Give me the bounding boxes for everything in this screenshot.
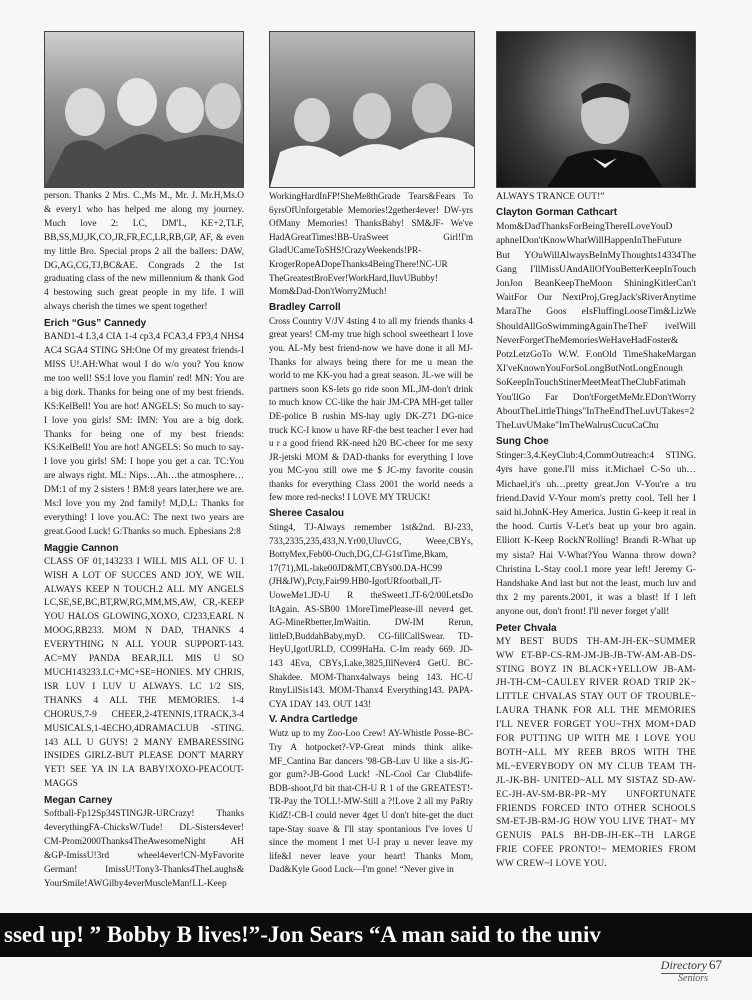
column-middle-intro: WorkingHardInFP!SheMe8thGrade Tears&Fears To 6yrsOfUnforgetable Memories!2gether4ever! DW-yrs OfMany Memories! ThanksBaby! SM&JF- We've HadAGreatTimes!BB-UraSweet Girl!I'm GladUCameToSHS!CrazyWeekends!PR-KrogerRopeADopeThanks4BeingThere!NC-UR TheGreatestBroEver!WorkHard,IluvUBubby! Mom&Dad-Don'tWorry2Much!	[269, 191, 473, 297]
senior-entry-bradley-carroll: Cross Country V/JV 4sting 4 to all my friends thanks 4 great years! CM-my true high school sweetheart I love you. AL-My best friend-now we have done it all MJ-Thanks for always being there for me u mean the world to me KK-you had a great season. JL-we will be partners soon KS-lets go ride soon ML,JM-don't drink to much know CC-like the hair JM-CPA MH-get taller DE-police B rushin MS-hay ugly DK-Z71 DG-nice truck KC-I know u have RF-the best teacher I ever had u r a good friend RK-need h20 BC-cheer for me sexy JR-jetski MOM & DAD-thanks for everything I love you MC-you still owe me $ JC-my favorite cousin thanks for everything Class 2001 the world needs a few more red-necks! I LOVE MY TRUCK!	[269, 315, 473, 503]
portrait-photo-3	[496, 31, 696, 188]
group-photo-1-graphic	[45, 32, 243, 187]
senior-entry-maggie-cannon: CLASS OF 01,143233 I WILL MIS ALL OF U. I WISH A LOT OF SUCCES AND JOY, WE WIL ALWAYS KEEP N TOUCH.2 ALL MY ANGELS LC,SE,SE,BC,BT,RW,RG,MM,MS,AW, CR,-KEEP YOU HALOS GLOWING,XOXO, CJ233,EARL N MOOG,RB233. MOM N DAD, THANKS 4 EVERYTHING N ALL YOUR SUPPORT-143. AC=MY PANDA BEAR,ILL MIS U SO MUCH143233.LC+MC+SE=HONIES. MY CHRIS, ISR LUV I LUV U ALWAYS. LC 1/2 SIS, THANKS 4 ALL THE MEMORIES. 1-4 CHORUS,7-9 CHEER,2-4TENNIS,1TRACK,3-4 MUSICALS,1-4ECHO,4DRAMACLUB -STING. 143 ALL U GUYS! 2 MANY EMBARESSING INSIDES GIRLZ-BUT PLEASE DON'T MARRY YET! SEE YA IN LA BABY!XOXO-PEACOUT-MAGGS	[44, 556, 244, 790]
senior-entry-megan-carney: Softball-Fp12Sp34STINGJR-URCrazy! Thanks 4everythingFA-ChicksW/Tude! DL-Sisters4ever! CM-Prom2000Thanks4TheAwesomeNight AH &GP-ImissU!3rd wheel4ever!CN-MyFavorite German! ImissU!Tony3-Thanks4TheLaughs& YourSmile!AWGilby4everMuscleMan!LL-Keep	[44, 809, 244, 889]
senior-entry-sung-choe: Stinger:3,4.KeyClub:4,CommOutreach:4 STING. 4yrs have gone.I'll miss it.Michael C-So uh… Michael,it's uh…pretty great.Jon V-You're a tru friend.David V-Your mom's pretty cool. Tell her I said hi.JohnK-Hey America. Justin G-keep it real in the hood. Curtis V-Let's beat up your bro again. Elliott K-Keep RockN'Rolling! Brandi R-What up my sista? Hai V-What?You Wanna throw down? Christina L-Stay cool.1 more year left! Jeremy G- Handshake And last but not the least, much luv and thx 2 my parents.2001, it was a blast! If I left anyone out, don't front! I'll never forget y'all!	[496, 450, 696, 618]
column-left-intro: person. Thanks 2 Mrs. C.,Ms M., Mr. J. Mr.H,Ms.O & every1 who has helped me along my journey. Much love 2: LC, DM'L, KE+2,TLF, BB,SS,MJ,JK,CO,JR,FR,EC,LR,RB,GP, AF, & even my little Bro. Special props 2 all the ballers: DAW, DG,AG,CG,TJ,BC&AE. Congrads 2 the 1st graduating class of the new millennium & thank God 4 bestowing such great people in my life. I will always cherish the times we spent together!	[44, 191, 244, 313]
column-right-intro: ALWAYS TRANCE OUT!”	[496, 191, 605, 202]
page-number: 67	[709, 957, 722, 972]
senior-entry-andra-cartledge: Wutz up to my Zoo-Loo Crew! AY-Whistle Posse-BC-Try A hotpocket?-VP-Great minds think alike-MF_Cantina Bar dancers '98-GB-Luv U like a sis-JG-gor gum?-JB-Good Luck! -NL-Cool Car Club4life-BDB-shoot,I'd bit that-CH-U R 1 of the GREATEST!-TR-Pay the TOLL!-MW-Still a ?!Love 2 all my PaRty KidZ!-CB-I could never 4get U don't bite-get the duct tape-Stay suave & I'll stay spontanious I've loves U since the moment I met U-I pray u never leave my life&I never leave your heart! Thanks Mom, Dad&Kyle Good Luck—I'm gone! “Never give in	[269, 728, 473, 875]
senior-name-clayton-cathcart: Clayton Gorman Cathcart	[496, 207, 618, 219]
group-photo-2	[269, 31, 475, 188]
senior-entry-erich-cannedy: BAND1-4 L3,4 CIA 1-4 cp3,4 FCA3,4 FP3,4 NHS4 AC4 SGA4 STING SH:One Of my greatest friends-I MISS U!.AH:What woul I do w/o you? You know me too well! SS:I love you flamin' red! MN: You are a big dork. Thanks for being one of my best friends. KS:KelBell! You are hot! ANGELS: So much to say-I love you girls! SM: IMN: You are a big dork. Thanks for being one of my best friends: KS:KelBell! You are hot! ANGELS: So much to say-I love you girls! SM: I hope you get a car. TC:You are always right. ML: Nips…Ah…the atmosphere…DM:1 of my 2 sisters ! BM:8 years later,here we are. Ms:I love you my 2nd family! M,D,L: Thanks for everything! I love you.AC: The next two years are great.Good Luck! G:Thanks so much. Ephesians 2:8	[44, 332, 244, 537]
footer-section-title: Directory	[660, 958, 707, 972]
column-right	[496, 190, 696, 872]
senior-entry-clayton-cathcart: Mom&DadThanksForBeingThereILoveYouD aphneIDon'tKnowWhatWillHappenInTheFuture But YOuWillAlwaysBeInMyThoughts14334The Gang I'llMissUAndAllOfYouBetterKeepInTouch JonJon BeanKeepTheMoon ShiningKitlerCan't WaitFor Our NextProj,GregJack'sRiverAnytime MaraThe Goos eIsFluffingLooseTim&LizWe ShouldAllGoSwimmingAgainTheTheF ivelWill NeverForgetTheMemoriesWeHaveHadFoster& PotzLetzGoTo W.W. F.onOld TimeShakeMargan XI'veKnownYouForSoLongButNotLongEnough SoKeepInTouchStinerMeetMeatTheClubFatimah You'llGo Far Don'tForgetMeMr.EDon'tWorry AboutTheLittleThings"InTheEndTheLuvUTakes=2 TheLuvUMake"ImTheWalrusCucuCaChu	[496, 221, 696, 432]
senior-entry-peter-chvala: MY BEST BUDS TH-AM-JH-EK~SUMMER WW ET-BP-CS-RM-JM-JB-JB-TW-AM-AB-DS-STING BOYZ IN BLACK+YELLOW JB-AM-JH-TH-CM~CAULEY RIVER ROAD TRIP 2K~ LITTLE CHVALAS STAY OUT OF TROUBLE~ LAURA THANK FOR ALL THE MEMORIES I'LL NEVER FORGET YOU~THX MOM+DAD FOR PUTTING UP WITH ME I LOVE YOU BOTH~ALL MY REEB BROS WITH THE ML~EVERYBODY ON MY CLUB TEAM TH-JL-JK-BH- UNITED~ALL MY SISTAZ SD-AW-EC-JH-AV-SM-BR-PR~MY UNFORTUNATE FRIENDS FORCED INTO OTHER SCHOOLS SM-ET-JB-RM-JG HOW YOU LIVE THAT~ MY GENUIS PALS BH-DB-JH-EK--TH LARGE FRIE COFEE PRONTO!~ MEMORIES FROM WW CREW~I LOVE YOU.	[496, 636, 696, 870]
group-photo-2-graphic	[270, 32, 474, 187]
portrait-photo-3-graphic	[497, 32, 695, 187]
senior-name-erich-cannedy: Erich “Gus” Cannedy	[44, 318, 147, 330]
senior-name-megan-carney: Megan Carney	[44, 795, 113, 807]
senior-name-maggie-cannon: Maggie Cannon	[44, 542, 119, 554]
senior-name-andra-cartledge: V. Andra Cartledge	[269, 714, 358, 726]
page-footer	[661, 956, 722, 984]
senior-name-peter-chvala: Peter Chvala	[496, 622, 557, 634]
column-middle	[269, 190, 473, 877]
group-photo-1	[44, 31, 244, 188]
senior-name-sung-choe: Sung Choe	[496, 436, 549, 448]
senior-name-bradley-carroll: Bradley Carroll	[269, 301, 341, 313]
footer-subsection: Seniors	[678, 973, 708, 984]
senior-name-sheree-casalou: Sheree Casalou	[269, 508, 345, 520]
column-left	[44, 190, 244, 892]
quote-banner: ssed up! ” Bobby B lives!”-Jon Sears “A man said to the univ	[0, 913, 752, 957]
senior-entry-sheree-casalou: Sting4, TJ-Always remember 1st&2nd. BJ-233, 733,2335,235,433,N.Yr00,UluvCG, Weee,CBYs, BottyMex,Feb00-Ouch,DG,CJ-G1stTime,Bkam, 17(71),ML-lake00JD&MT,CBYs00.DA-HC99 (JH&JW),Pcty,Fair99.HB0-IgotURfootball,JT-UoweMe1.JD-U R theSweet1.JT-6/2/00LetsDo ItAgain. AS-SB00 1MoreTimePlease-ill never4 get. AG-MineRbetter,ImWaitin. DW-IM Rerun, littleD,BuddahBaby,myD. CG-fillCallSwear. TD-HeyU,IgotURLD, CO99HaHa. C-Im ready 669. JD-143 4Eva, CBYs,Lake,3825,IllNever4 GetU. BC-Shakdee. MOM-Thanx4always being 143. HC-U RmyLilSis143. MOM-Thanx4 Everything143. PAPA-CYA 1DAY 143. OUT 143!	[269, 522, 473, 709]
